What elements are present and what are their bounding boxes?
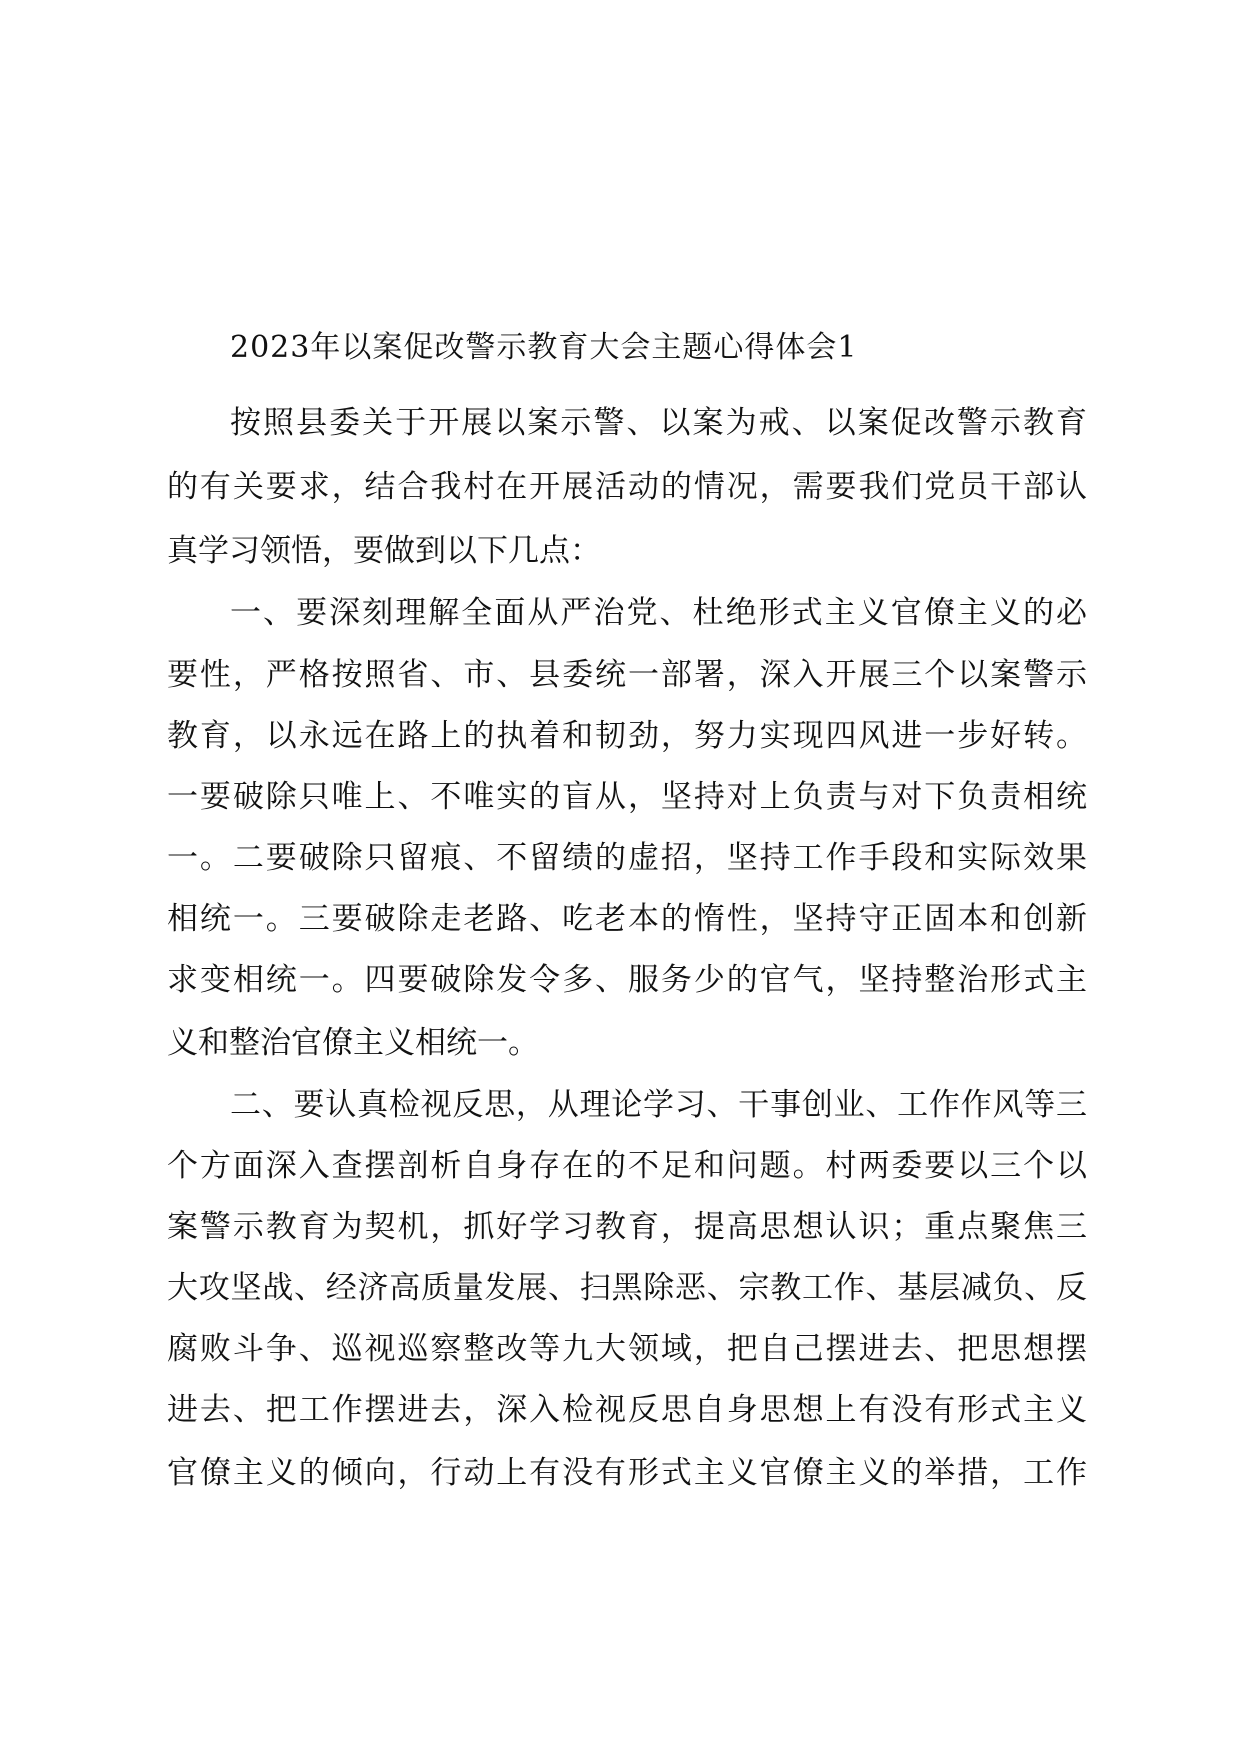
paragraph-line: 教育，以永远在路上的执着和韧劲，努力实现四风进一步好转。	[167, 718, 1087, 754]
paragraph-line: 一要破除只唯上、不唯实的盲从，坚持对上负责与对下负责相统	[167, 779, 1087, 815]
paragraph-line: 一。二要破除只留痕、不留绩的虚招，坚持工作手段和实际效果	[167, 840, 1087, 876]
paragraph-line: 官僚主义的倾向，行动上有没有形式主义官僚主义的举措，工作	[167, 1455, 1087, 1491]
paragraph-line: 的有关要求，结合我村在开展活动的情况，需要我们党员干部认	[167, 469, 1087, 505]
paragraph-line: 案警示教育为契机，抓好学习教育，提高思想认识；重点聚焦三	[167, 1209, 1087, 1245]
paragraph-line: 真学习领悟，要做到以下几点：	[167, 533, 601, 569]
paragraph-line: 要性，严格按照省、市、县委统一部署，深入开展三个以案警示	[167, 657, 1087, 693]
paragraph-line: 按照县委关于开展以案示警、以案为戒、以案促改警示教育	[230, 405, 1087, 441]
paragraph-line: 二、要认真检视反思，从理论学习、干事创业、工作作风等三	[230, 1087, 1087, 1123]
paragraph-line: 大攻坚战、经济高质量发展、扫黑除恶、宗教工作、基层减负、反	[167, 1270, 1087, 1306]
paragraph-line: 义和整治官僚主义相统一。	[167, 1025, 539, 1061]
document-title: 2023年以案促改警示教育大会主题心得体会1	[230, 330, 858, 365]
paragraph-line: 腐败斗争、巡视巡察整改等九大领域，把自己摆进去、把思想摆	[167, 1331, 1087, 1367]
paragraph-line: 求变相统一。四要破除发令多、服务少的官气，坚持整治形式主	[167, 962, 1087, 998]
paragraph-line: 一、要深刻理解全面从严治党、杜绝形式主义官僚主义的必	[230, 595, 1087, 631]
paragraph-line: 个方面深入查摆剖析自身存在的不足和问题。村两委要以三个以	[167, 1148, 1087, 1184]
paragraph-line: 进去、把工作摆进去，深入检视反思自身思想上有没有形式主义	[167, 1392, 1087, 1428]
paragraph-line: 相统一。三要破除走老路、吃老本的惰性，坚持守正固本和创新	[167, 901, 1087, 937]
